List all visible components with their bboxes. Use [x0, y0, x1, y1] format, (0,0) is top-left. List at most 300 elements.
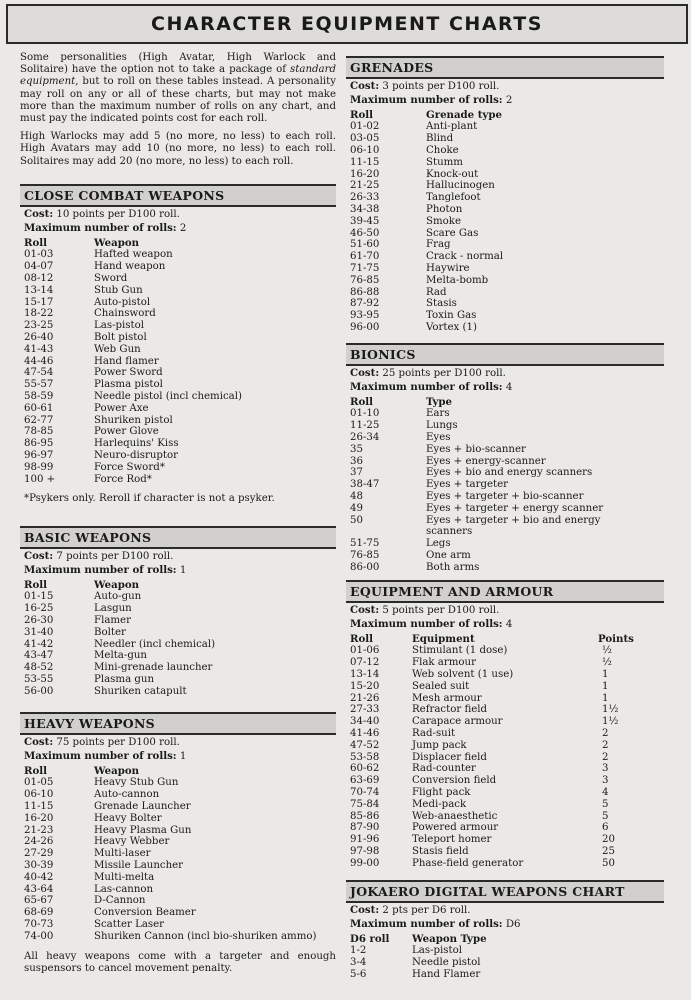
max-line [20, 751, 336, 763]
max-value: 2 [179, 222, 187, 234]
table-row [24, 813, 324, 825]
roll-cell: 48-52 [24, 662, 54, 674]
item-cell: Photon [426, 203, 463, 215]
roll-cell: 97-98 [350, 845, 380, 857]
roll-cell: 16-25 [24, 603, 54, 615]
roll-cell: 41-42 [24, 638, 54, 650]
jokaero-section [346, 880, 664, 981]
item-cell: Shuriken Cannon (incl bio-shuriken ammo) [94, 930, 317, 942]
table-row [350, 263, 626, 275]
roll-cell: 11-15 [24, 800, 54, 812]
section-header: EQUIPMENT AND ARMOUR [346, 580, 664, 603]
equipment-armour-section [346, 580, 664, 870]
item-cell: Eyes [426, 431, 451, 443]
table-row [24, 438, 294, 450]
roll-cell: 16-20 [350, 168, 380, 180]
item-cell: Melta-bomb [426, 274, 489, 286]
cost-line [346, 905, 664, 917]
table-row [350, 204, 626, 216]
roll-cell: 87-92 [350, 298, 380, 310]
roll-column-header: D6 roll [350, 932, 390, 945]
item-cell: Las-pistol [94, 320, 145, 332]
max-line [346, 619, 664, 631]
item-cell: Needle pistol (incl chemical) [94, 390, 242, 402]
table-row [24, 627, 294, 639]
roll-cell: 43-64 [24, 883, 54, 895]
max-label: Maximum number of rolls: [24, 749, 177, 762]
item-cell: Lungs [426, 420, 458, 432]
roll-column-header: Roll [24, 764, 48, 777]
table-row [24, 285, 294, 297]
roll-cell: 21-23 [24, 824, 54, 836]
item-cell: Mini-grenade launcher [94, 662, 213, 674]
item-cell: Power Glove [94, 426, 159, 438]
item-cell: Scare Gas [426, 227, 479, 239]
table-row [350, 562, 656, 574]
item-cell: Mesh armour [412, 692, 482, 704]
points-cell: 5 [602, 798, 609, 810]
cost-value: 5 points per D100 roll. [382, 605, 500, 616]
table-row [24, 332, 294, 344]
table-row [24, 674, 294, 686]
table-row [350, 704, 648, 716]
table-header-row [24, 766, 324, 778]
cost-line [20, 551, 336, 563]
table-row [24, 825, 324, 837]
item-cell: Auto-cannon [94, 789, 160, 801]
roll-cell: 07-12 [350, 657, 380, 669]
cost-line [346, 81, 664, 93]
table-row [24, 462, 294, 474]
roll-cell: 41-46 [350, 727, 380, 739]
item-cell: Plasma gun [94, 673, 155, 685]
roll-cell: 41-43 [24, 343, 54, 355]
item-cell: Tanglefoot [426, 192, 481, 204]
cost-line [346, 605, 664, 617]
roll-cell: 01-05 [24, 777, 54, 789]
roll-cell: 98-99 [24, 461, 54, 473]
table-row [350, 693, 648, 705]
item-cell: Heavy Plasma Gun [94, 824, 192, 836]
table-row [350, 420, 656, 432]
table-row [350, 846, 648, 858]
roll-cell: 58-59 [24, 390, 54, 402]
table-header-row [350, 397, 656, 409]
max-value: D6 [505, 918, 521, 930]
section-header: GRENADES [346, 56, 664, 79]
item-cell: Flight pack [412, 786, 471, 798]
roll-cell: 85-86 [350, 810, 380, 822]
table-header-row [350, 110, 626, 122]
table-row [350, 657, 648, 669]
table-header-row [24, 238, 294, 250]
roll-cell: 53-58 [350, 751, 380, 763]
item-cell: Eyes + targeter + bio and energy [426, 514, 601, 526]
section-header: BASIC WEAPONS [20, 526, 336, 549]
item-cell: Power Sword [94, 367, 163, 379]
cost-value: 2 pts per D6 roll. [382, 905, 471, 916]
cost-value: 25 points per D100 roll. [382, 368, 506, 379]
roll-cell: 91-96 [350, 834, 380, 846]
item-cell: Sealed suit [412, 680, 470, 692]
table-row [350, 728, 648, 740]
table-row [24, 801, 324, 813]
table-row [350, 740, 648, 752]
roll-cell: 65-67 [24, 895, 54, 907]
heavy-weapons-section [20, 712, 336, 975]
item-column-header: Weapon [94, 578, 140, 591]
roll-cell: 5-6 [350, 968, 367, 980]
item-cell: Grenade Launcher [94, 800, 191, 812]
table-row [24, 249, 294, 261]
psyker-note: *Psykers only. Reroll if character is not a psyker. [24, 493, 275, 505]
roll-cell: 86-00 [350, 561, 380, 573]
item-column-header: Weapon Type [412, 932, 487, 945]
item-cell: Rad [426, 286, 447, 298]
table-row [24, 860, 324, 872]
roll-cell: 70-74 [350, 786, 380, 798]
roll-cell: 60-61 [24, 402, 54, 414]
table-row [24, 872, 324, 884]
item-cell: Needler (incl chemical) [94, 638, 216, 650]
roll-cell: 68-69 [24, 907, 54, 919]
roll-cell: 44-46 [24, 355, 54, 367]
table-row [24, 931, 324, 943]
item-cell: Carapace armour [412, 716, 503, 728]
item-cell: Force Rod* [94, 473, 152, 485]
item-cell: Vortex (1) [426, 321, 477, 333]
item-cell: Las-cannon [94, 883, 154, 895]
intro-text-a: Some personalities (High Avatar, High Warlock and Solitaire) have the option not to take a package of [20, 52, 336, 76]
points-cell: 1½ [602, 716, 619, 728]
item-cell: Conversion field [412, 775, 497, 787]
cost-label: Cost: [350, 367, 380, 379]
item-cell: Hand Flamer [412, 968, 481, 980]
points-cell: 3 [602, 775, 609, 787]
item-cell: Jump pack [412, 739, 467, 751]
table-row [350, 467, 656, 479]
roll-cell: 53-55 [24, 673, 54, 685]
roll-cell: 43-47 [24, 650, 54, 662]
roll-cell: 93-95 [350, 310, 380, 322]
item-cell: Choke [426, 144, 459, 156]
table-row [350, 681, 648, 693]
roll-table [24, 238, 294, 486]
roll-cell: 27-29 [24, 848, 54, 860]
roll-cell: 46-50 [350, 227, 380, 239]
points-cell: 4 [602, 786, 609, 798]
points-cell: ½ [602, 645, 612, 657]
grenades-section [346, 56, 664, 334]
item-cell: Stasis [426, 298, 457, 310]
table-row [350, 811, 648, 823]
item-cell: Melta-gun [94, 650, 147, 662]
item-cell: Eyes + targeter + energy scanner [426, 502, 604, 514]
item-cell: Rad-suit [412, 727, 456, 739]
points-cell: 1 [602, 680, 609, 692]
item-cell: Eyes + bio-scanner [426, 443, 526, 455]
basic-weapons-section [20, 526, 336, 698]
roll-cell [350, 526, 426, 538]
table-header-row [24, 580, 294, 592]
table-row [24, 777, 324, 789]
roll-cell: 96-00 [350, 321, 380, 333]
item-cell: Displacer field [412, 751, 487, 763]
table-row [24, 474, 294, 486]
roll-column-header: Roll [350, 108, 374, 121]
max-label: Maximum number of rolls: [350, 93, 503, 106]
table-row [350, 526, 656, 538]
points-cell: 2 [602, 739, 609, 751]
roll-cell: 23-25 [24, 320, 54, 332]
item-cell: Crack - normal [426, 251, 504, 263]
item-cell: Refractor field [412, 704, 488, 716]
max-value: 4 [505, 618, 513, 630]
item-cell: Bolter [94, 626, 126, 638]
section-header: BIONICS [346, 343, 664, 366]
table-row [350, 157, 626, 169]
roll-table [24, 580, 294, 698]
points-cell: 20 [602, 834, 615, 846]
item-cell: Stub Gun [94, 284, 143, 296]
item-cell: Smoke [426, 215, 461, 227]
roll-cell: 75-84 [350, 798, 380, 810]
roll-cell: 50 [350, 514, 363, 526]
roll-cell: 34-38 [350, 203, 380, 215]
roll-cell: 16-20 [24, 812, 54, 824]
roll-cell: 86-88 [350, 286, 380, 298]
item-cell: Web solvent (1 use) [412, 668, 514, 680]
item-cell: Neuro-disruptor [94, 449, 179, 461]
cost-line [20, 209, 336, 221]
item-cell: Hafted weapon [94, 249, 173, 261]
roll-cell: 76-85 [350, 274, 380, 286]
item-cell: Haywire [426, 262, 470, 274]
table-row [24, 919, 324, 931]
roll-cell: 3-4 [350, 957, 367, 969]
table-row [24, 320, 294, 332]
table-row [24, 415, 294, 427]
cost-label: Cost: [24, 550, 54, 562]
bonus-paragraph: High Warlocks may add 5 (no more, no less) to each roll. High Avatars may add 10 (no more, no less) to each roll. Solitaires may add 20 (no more, no less) to each roll. [20, 131, 336, 167]
table-row [24, 639, 294, 651]
roll-cell: 01-02 [350, 121, 380, 133]
max-label: Maximum number of rolls: [350, 617, 503, 630]
table-row [350, 432, 656, 444]
points-cell: 1 [602, 692, 609, 704]
table-row [350, 645, 648, 657]
intro-emphasis: standard equipment [20, 64, 336, 88]
left-column [20, 52, 336, 174]
table-row [350, 408, 656, 420]
roll-cell: 96-97 [24, 449, 54, 461]
item-cell: Web Gun [94, 343, 141, 355]
table-row [24, 662, 294, 674]
roll-cell: 60-62 [350, 763, 380, 775]
roll-cell: 86-95 [24, 438, 54, 450]
item-cell: Multi-melta [94, 871, 155, 883]
table-row [350, 479, 656, 491]
max-value: 2 [505, 94, 513, 106]
item-cell: Eyes + targeter + bio-scanner [426, 490, 584, 502]
intro-paragraph [20, 52, 336, 125]
table-row [24, 450, 294, 462]
points-cell: 2 [602, 751, 609, 763]
item-cell: Ears [426, 408, 450, 420]
max-line [346, 95, 664, 107]
item-cell: Lasgun [94, 603, 132, 615]
table-row [24, 789, 324, 801]
table-row [350, 969, 612, 981]
item-column-header: Weapon [94, 236, 140, 249]
item-cell: Force Sword* [94, 461, 165, 473]
cost-label: Cost: [350, 80, 380, 92]
item-column-header: Grenade type [426, 108, 502, 121]
item-cell: Missile Launcher [94, 859, 184, 871]
table-row [350, 787, 648, 799]
table-row [350, 275, 626, 287]
table-row [24, 603, 294, 615]
table-row [350, 322, 626, 334]
table-row [24, 297, 294, 309]
roll-cell: 55-57 [24, 379, 54, 391]
item-cell: Phase-field generator [412, 857, 524, 869]
table-row [24, 895, 324, 907]
roll-cell: 38-47 [350, 479, 380, 491]
roll-cell: 34-40 [350, 716, 380, 728]
roll-cell: 51-75 [350, 538, 380, 550]
table-row [350, 298, 626, 310]
roll-cell: 06-10 [350, 144, 380, 156]
table-row [350, 538, 656, 550]
table-row [350, 822, 648, 834]
roll-column-header: Roll [350, 632, 374, 645]
cost-value: 7 points per D100 roll. [56, 551, 174, 562]
table-row [350, 775, 648, 787]
item-cell: Knock-out [426, 168, 479, 180]
roll-cell: 15-20 [350, 680, 380, 692]
table-row [350, 752, 648, 764]
table-row [350, 491, 656, 503]
points-column-header: Points [598, 632, 634, 645]
roll-cell: 40-42 [24, 871, 54, 883]
item-cell: Hallucinogen [426, 180, 495, 192]
points-cell: 1½ [602, 704, 619, 716]
roll-cell: 78-85 [24, 426, 54, 438]
roll-cell: 21-25 [350, 180, 380, 192]
max-label: Maximum number of rolls: [24, 221, 177, 234]
item-cell: Web-anaesthetic [412, 810, 498, 822]
table-row [24, 884, 324, 896]
max-value: 1 [179, 564, 187, 576]
roll-table [350, 634, 648, 870]
roll-table [350, 934, 612, 981]
heavy-note: All heavy weapons come with a targeter and enough suspensors to cancel movement penalty. [24, 950, 336, 974]
item-cell: Auto-pistol [94, 296, 151, 308]
page-title: CHARACTER EQUIPMENT CHARTS [6, 4, 688, 44]
section-header: JOKAERO DIGITAL WEAPONS CHART [346, 880, 664, 903]
roll-cell: 26-33 [350, 192, 380, 204]
roll-cell: 48 [350, 490, 363, 502]
roll-cell: 13-14 [350, 668, 380, 680]
table-row [24, 308, 294, 320]
table-row [350, 834, 648, 846]
item-cell: Teleport homer [412, 834, 492, 846]
roll-cell: 08-12 [24, 272, 54, 284]
roll-cell: 15-17 [24, 296, 54, 308]
roll-table [350, 397, 656, 574]
item-cell: Conversion Beamer [94, 907, 196, 919]
table-row [350, 669, 648, 681]
table-row [24, 836, 324, 848]
roll-cell: 100 + [24, 473, 56, 485]
roll-cell: 04-07 [24, 261, 54, 273]
item-cell: Las-pistol [412, 945, 463, 957]
roll-cell: 76-85 [350, 549, 380, 561]
roll-cell: 06-10 [24, 789, 54, 801]
table-row [350, 228, 626, 240]
cost-line [346, 368, 664, 380]
roll-cell: 47-54 [24, 367, 54, 379]
max-line [20, 565, 336, 577]
item-cell: Harlequins' Kiss [94, 438, 179, 450]
table-row [350, 550, 656, 562]
table-row [350, 121, 626, 133]
table-row [350, 287, 626, 299]
points-cell: 5 [602, 810, 609, 822]
roll-cell: 36 [350, 455, 363, 467]
points-cell: 2 [602, 727, 609, 739]
item-cell: Flamer [94, 614, 131, 626]
item-cell: Power Axe [94, 402, 149, 414]
roll-cell: 30-39 [24, 859, 54, 871]
item-cell: One arm [426, 549, 471, 561]
table-header-row [350, 634, 648, 646]
roll-cell: 01-06 [350, 645, 380, 657]
table-row [350, 310, 626, 322]
table-row [350, 239, 626, 251]
roll-cell: 39-45 [350, 215, 380, 227]
item-cell: Rad-counter [412, 763, 476, 775]
roll-cell: 71-75 [350, 262, 380, 274]
table-row [24, 426, 294, 438]
roll-cell: 11-15 [350, 156, 380, 168]
roll-cell: 21-26 [350, 692, 380, 704]
roll-table [24, 766, 324, 943]
item-cell: Chainsword [94, 308, 156, 320]
item-cell: Medi-pack [412, 798, 467, 810]
item-cell: Eyes + targeter [426, 479, 509, 491]
table-header-row [350, 934, 612, 946]
roll-cell: 61-70 [350, 251, 380, 263]
item-cell: Anti-plant [426, 121, 478, 133]
close-combat-section [20, 184, 336, 506]
item-cell: Sword [94, 272, 128, 284]
item-column-header: Weapon [94, 764, 140, 777]
item-cell: Multi-laser [94, 848, 151, 860]
table-row [24, 403, 294, 415]
roll-column-header: Roll [24, 236, 48, 249]
max-value: 4 [505, 381, 513, 393]
item-cell: D-Cannon [94, 895, 146, 907]
roll-cell: 37 [350, 467, 363, 479]
item-cell: Eyes + bio and energy scanners [426, 467, 593, 479]
max-line [20, 223, 336, 235]
table-row [24, 686, 294, 698]
roll-cell: 35 [350, 443, 363, 455]
table-row [24, 344, 294, 356]
item-cell: Blind [426, 133, 454, 145]
